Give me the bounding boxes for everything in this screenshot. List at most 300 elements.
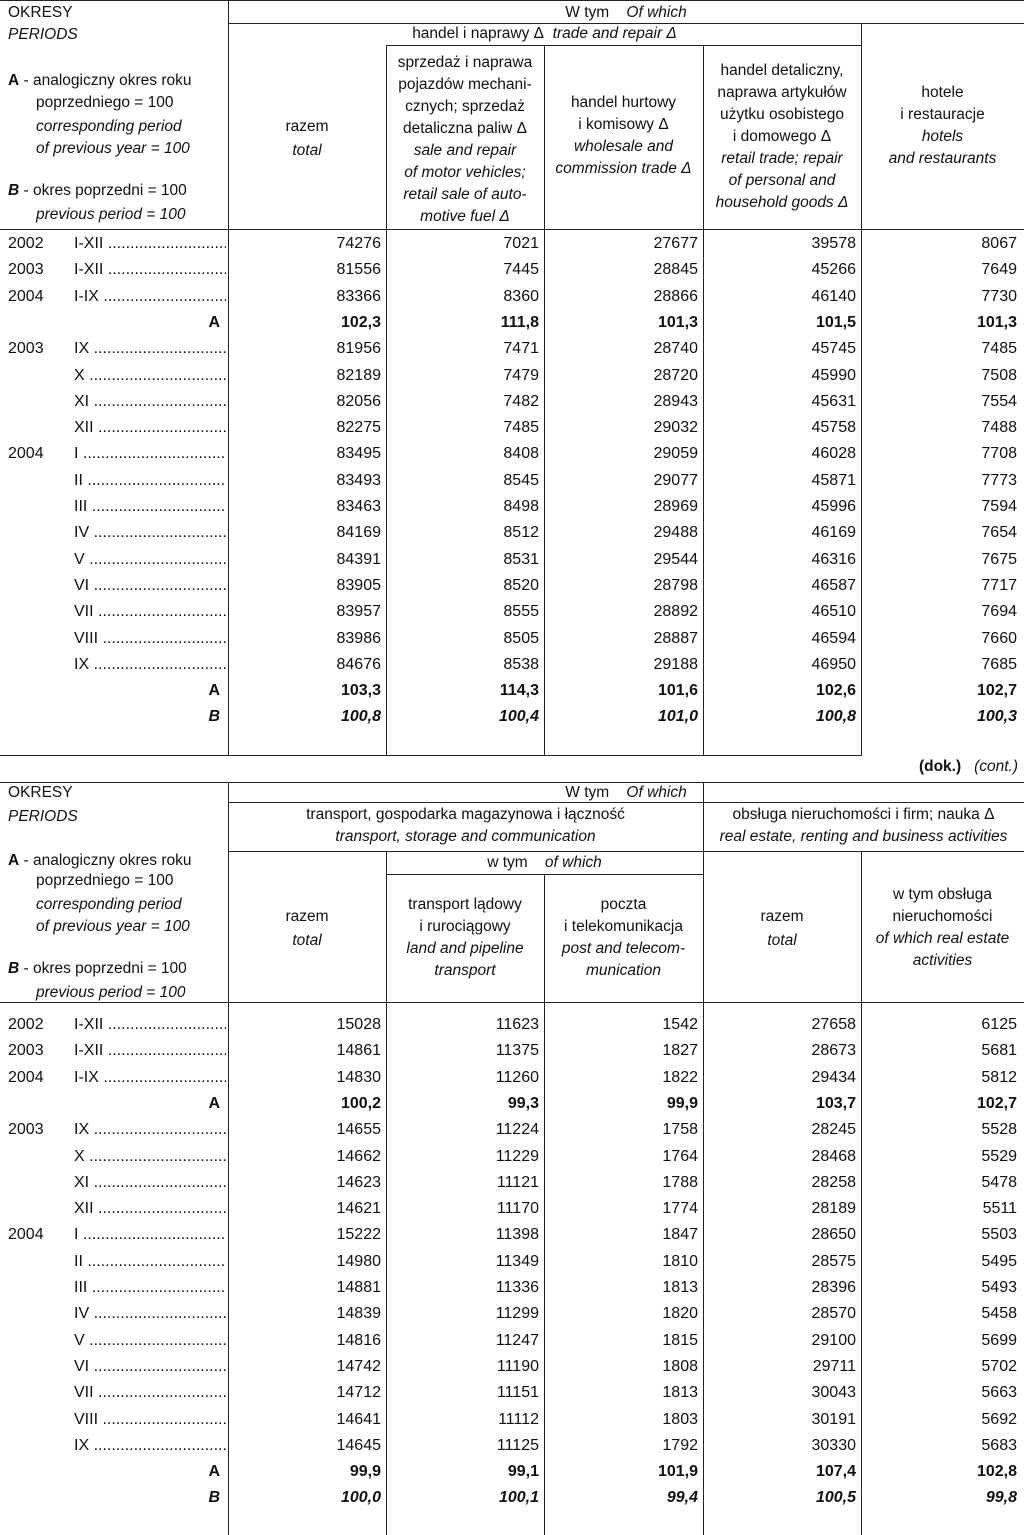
table-cell: 1822	[662, 1068, 698, 1086]
table-cell: 28845	[653, 261, 698, 279]
services-table	[0, 782, 1024, 1535]
table-cell: 14645	[336, 1436, 381, 1454]
table-cell: 5699	[981, 1331, 1017, 1349]
table-row	[0, 1067, 1024, 1093]
table-row	[0, 365, 1024, 391]
stub-b-pl: B - okres poprzedni = 100	[8, 960, 187, 977]
table-cell: 8498	[503, 498, 539, 515]
table-cell: 7479	[503, 366, 539, 384]
table-cell: 7654	[981, 524, 1017, 542]
table-cell: 11121	[496, 1173, 539, 1191]
table-cell: 101,3	[976, 313, 1017, 331]
table-cell: 45996	[811, 498, 856, 515]
table-cell: 7482	[503, 392, 539, 410]
table-cell: 28969	[653, 498, 698, 515]
table-cell: 1820	[662, 1305, 698, 1323]
row-year: 2004	[8, 445, 44, 463]
table-cell: 7508	[981, 366, 1017, 384]
table-cell: 29544	[653, 550, 698, 568]
table-cell: 83495	[336, 445, 381, 463]
table-cell: 28673	[811, 1042, 856, 1060]
table-row	[0, 1330, 1024, 1356]
table-cell: 46950	[811, 655, 856, 673]
table-cell: 100,0	[340, 1489, 381, 1507]
table-cell: 81556	[336, 261, 381, 279]
table-cell: 11623	[495, 1016, 539, 1033]
table-cell: 101,3	[657, 313, 698, 331]
table-cell: 102,7	[976, 682, 1017, 700]
table-cell: 100,5	[815, 1489, 856, 1507]
row-period: VII .....	[74, 603, 226, 621]
table-cell: 7488	[981, 419, 1017, 437]
row-period: VII .....	[74, 1384, 226, 1402]
table-row	[0, 1277, 1024, 1303]
row-period: XI .....	[74, 393, 226, 411]
table-cell: 14623	[336, 1173, 381, 1191]
table-cell: 1758	[662, 1121, 698, 1139]
table-row	[0, 286, 1024, 312]
table-cell: 7649	[981, 261, 1017, 279]
table-cell: 5495	[981, 1252, 1017, 1270]
table-cell: 46510	[811, 603, 856, 621]
table-cell: 46316	[811, 550, 856, 568]
continuation-note: (dok.) (cont.)	[918, 758, 1018, 775]
row-index-marker: A	[208, 313, 220, 331]
table-cell: 8360	[503, 287, 539, 305]
table-cell: 83957	[336, 603, 381, 621]
table-cell: 11375	[495, 1042, 539, 1060]
table-cell: 28468	[811, 1147, 856, 1165]
table-cell: 7021	[503, 235, 539, 252]
table-cell: 14662	[336, 1147, 381, 1165]
table-cell: 82056	[336, 392, 381, 410]
table-row	[0, 706, 1024, 732]
row-period: IX .....	[74, 656, 226, 674]
table-cell: 11224	[495, 1121, 539, 1139]
table-cell: 1827	[662, 1042, 698, 1060]
stub-a-en-1: corresponding period	[36, 118, 182, 135]
table-cell: 8555	[503, 603, 539, 621]
table-cell: 11151	[496, 1384, 539, 1402]
row-period: X .....	[74, 1148, 226, 1166]
table-cell: 28740	[653, 340, 698, 358]
table-row	[0, 496, 1024, 522]
row-year: 2003	[8, 340, 44, 358]
table-cell: 102,6	[815, 682, 856, 700]
table-cell: 7730	[981, 287, 1017, 305]
table-row	[0, 654, 1024, 680]
table-cell: 5478	[981, 1173, 1017, 1191]
table-cell: 100,8	[340, 708, 381, 726]
table-row	[0, 1093, 1024, 1119]
table-cell: 5681	[981, 1042, 1017, 1060]
row-period: VIII .....	[74, 1411, 226, 1429]
table-cell: 1788	[662, 1173, 698, 1191]
table-cell: 7675	[981, 550, 1017, 568]
table-cell: 8538	[503, 655, 539, 673]
stub-a-pl: A - analogiczny okres roku	[8, 852, 192, 869]
table-row	[0, 1014, 1024, 1040]
stub-b-en: previous period = 100	[36, 984, 186, 1001]
table-cell: 7708	[981, 445, 1017, 463]
row-index-marker: B	[208, 1489, 220, 1507]
row-year: 2004	[8, 1068, 44, 1086]
table-cell: 46028	[811, 445, 856, 463]
table-row	[0, 575, 1024, 601]
row-period: XII .....	[74, 419, 226, 437]
table-row	[0, 1487, 1024, 1513]
table-row	[0, 522, 1024, 548]
table-cell: 1803	[662, 1410, 698, 1428]
of-which-header: W tym Of which	[565, 784, 687, 801]
row-period: I-XII .....	[74, 261, 226, 279]
table-cell: 45871	[811, 471, 856, 489]
table-row	[0, 470, 1024, 496]
table-cell: 7694	[981, 603, 1017, 621]
table-cell: 14621	[336, 1200, 381, 1218]
col-post-header: poczta i telekomunikacja post and telecom- munication	[561, 896, 686, 979]
table-cell: 1764	[662, 1147, 698, 1165]
row-period: VIII .....	[74, 630, 226, 648]
table-cell: 46594	[811, 629, 856, 647]
table-cell: 100,8	[815, 708, 856, 726]
table-cell: 28396	[811, 1279, 856, 1296]
row-index-marker: A	[208, 1094, 220, 1112]
row-period: I-IX .....	[74, 1069, 226, 1087]
table-cell: 7773	[981, 471, 1017, 489]
table-cell: 28258	[811, 1173, 856, 1191]
row-period: IX .....	[74, 1121, 226, 1139]
table-cell: 84676	[336, 655, 381, 673]
row-period: I-XII .....	[74, 1042, 226, 1060]
table-cell: 11398	[495, 1226, 539, 1244]
table-cell: 28866	[653, 287, 698, 305]
table-row	[0, 1146, 1024, 1172]
table-cell: 101,6	[657, 682, 698, 700]
table-cell: 11170	[496, 1200, 539, 1218]
table-cell: 102,3	[340, 313, 381, 331]
col-motor-header: sprzedaż i naprawa pojazdów mechani- cznych; sprzedaż detaliczna paliw Δ sale and repair of motor vehicles; retail sale of auto- motive fuel Δ	[397, 54, 533, 225]
col-wholesale-header: handel hurtowy i komisowy Δ wholesale and commission trade Δ	[555, 94, 692, 177]
table-row	[0, 391, 1024, 417]
row-period: III .....	[74, 1279, 226, 1297]
table-cell: 99,3	[507, 1094, 539, 1112]
table-cell: 29711	[812, 1357, 856, 1375]
table-cell: 100,1	[498, 1489, 539, 1507]
table-cell: 103,3	[340, 682, 381, 700]
table-row	[0, 443, 1024, 469]
table-cell: 14742	[336, 1357, 381, 1375]
table-cell: 14839	[336, 1305, 381, 1323]
table-cell: 5511	[982, 1200, 1017, 1218]
table-cell: 28575	[811, 1252, 856, 1270]
table-cell: 11260	[495, 1068, 539, 1086]
table-cell: 5702	[981, 1357, 1017, 1375]
row-period: II .....	[74, 472, 226, 490]
row-period: III .....	[74, 498, 226, 516]
table-cell: 1542	[662, 1016, 698, 1033]
table-cell: 30043	[811, 1384, 856, 1402]
table-cell: 11190	[496, 1357, 539, 1375]
row-year: 2002	[8, 1016, 44, 1033]
table-cell: 46140	[811, 287, 856, 305]
stub-b-en: previous period = 100	[36, 206, 186, 223]
table-row	[0, 628, 1024, 654]
row-index-marker: A	[208, 682, 220, 700]
table-cell: 28892	[653, 603, 698, 621]
table-cell: 30191	[811, 1410, 856, 1428]
table-cell: 5503	[981, 1226, 1017, 1244]
table-cell: 1808	[662, 1357, 698, 1375]
trade-repair-header: handel i naprawy Δ trade and repair Δ	[412, 25, 677, 42]
table-cell: 7445	[503, 261, 539, 279]
table-cell: 27677	[653, 235, 698, 252]
table-row	[0, 1382, 1024, 1408]
table-cell: 11247	[495, 1331, 539, 1349]
row-period: I-XII .....	[74, 235, 226, 253]
table-cell: 5812	[981, 1068, 1017, 1086]
table-cell: 5529	[981, 1147, 1017, 1165]
table-cell: 8520	[503, 576, 539, 594]
table-cell: 7554	[981, 392, 1017, 410]
row-period: V .....	[74, 551, 226, 569]
table-cell: 74276	[336, 235, 381, 252]
table-cell: 99,1	[507, 1463, 539, 1481]
table-cell: 28245	[811, 1121, 856, 1139]
table-cell: 84391	[336, 550, 381, 568]
table-row	[0, 680, 1024, 706]
table-cell: 100,3	[976, 708, 1017, 726]
table-cell: 1813	[662, 1384, 698, 1402]
table-cell: 5458	[981, 1305, 1017, 1323]
col-retail-header: handel detaliczny, naprawa artykułów użytku osobistego i domowego Δ retail trade; repair of personal and household goods Δ	[715, 62, 849, 211]
table-cell: 7471	[503, 340, 539, 358]
row-year: 2002	[8, 235, 44, 252]
table-cell: 1813	[662, 1279, 698, 1296]
row-year: 2003	[8, 261, 44, 279]
row-year: 2004	[8, 1226, 44, 1244]
table-row	[0, 417, 1024, 443]
table-cell: 29059	[653, 445, 698, 463]
table-cell: 1847	[662, 1226, 698, 1244]
transport-of-which-header: w tym of which	[487, 854, 602, 871]
table-cell: 7485	[503, 419, 539, 437]
table-row	[0, 233, 1024, 259]
table-cell: 5528	[981, 1121, 1017, 1139]
table-cell: 7485	[981, 340, 1017, 358]
table-cell: 29100	[811, 1331, 856, 1349]
table-row	[0, 1461, 1024, 1487]
table-cell: 46169	[811, 524, 856, 542]
table-cell: 29434	[811, 1068, 856, 1086]
table-cell: 11336	[495, 1279, 539, 1296]
table-cell: 100,4	[498, 708, 539, 726]
stub-periods-pl: OKRESY	[8, 784, 73, 801]
row-year: 2003	[8, 1042, 44, 1060]
table-cell: 7660	[981, 629, 1017, 647]
table-cell: 6125	[981, 1016, 1017, 1033]
row-index-marker: B	[208, 708, 220, 726]
table-cell: 29077	[653, 471, 698, 489]
table-cell: 1815	[662, 1331, 698, 1349]
stub-a-en-1: corresponding period	[36, 896, 182, 913]
table-cell: 99,9	[666, 1094, 698, 1112]
table-cell: 99,9	[349, 1463, 381, 1481]
table-cell: 14712	[336, 1384, 381, 1402]
table-cell: 81956	[336, 340, 381, 358]
table-cell: 11229	[495, 1147, 539, 1165]
table-cell: 83463	[336, 498, 381, 515]
table-cell: 14861	[336, 1042, 381, 1060]
col-total-pl: razem	[285, 908, 329, 925]
table-cell: 28650	[811, 1226, 856, 1244]
table-row	[0, 1172, 1024, 1198]
table-row	[0, 1356, 1024, 1382]
table-cell: 29188	[653, 655, 698, 673]
table-cell: 99,8	[985, 1489, 1017, 1507]
table-cell: 84169	[336, 524, 381, 542]
table-row	[0, 259, 1024, 285]
table-cell: 14881	[336, 1279, 381, 1296]
table-cell: 39578	[811, 235, 856, 252]
col-total-en: total	[292, 142, 322, 159]
table-cell: 82189	[336, 366, 381, 384]
stub-periods-en: PERIODS	[8, 808, 78, 825]
table-cell: 14830	[336, 1068, 381, 1086]
row-period: X .....	[74, 367, 226, 385]
row-year: 2003	[8, 1121, 44, 1139]
table-cell: 28570	[811, 1305, 856, 1323]
table-cell: 102,8	[976, 1463, 1017, 1481]
table-row	[0, 1435, 1024, 1461]
row-period: XII .....	[74, 1200, 226, 1218]
col-re-total-en: total	[767, 932, 797, 949]
table-cell: 8545	[503, 471, 539, 489]
real-estate-header: obsługa nieruchomości i firm; nauka Δ real estate, renting and business activities	[719, 806, 1008, 845]
table-cell: 28943	[653, 392, 698, 410]
transport-header: transport, gospodarka magazynowa i łączność transport, storage and communication	[306, 806, 625, 845]
table-cell: 82275	[336, 419, 381, 437]
table-cell: 11112	[498, 1410, 539, 1428]
table-cell: 1774	[662, 1200, 698, 1218]
table-cell: 11349	[495, 1252, 539, 1270]
stub-a-pl-2: poprzedniego = 100	[36, 872, 174, 889]
table-cell: 8531	[503, 550, 539, 568]
table-cell: 8408	[503, 445, 539, 463]
table-cell: 5683	[981, 1436, 1017, 1454]
table-row	[0, 601, 1024, 627]
of-which-header: W tym Of which	[565, 4, 687, 21]
table-cell: 101,9	[657, 1463, 698, 1481]
table-row	[0, 1119, 1024, 1145]
table-row	[0, 1251, 1024, 1277]
table-cell: 14655	[336, 1121, 381, 1139]
table-cell: 99,4	[666, 1489, 698, 1507]
table-cell: 11299	[495, 1305, 539, 1323]
col-total-pl: razem	[285, 118, 329, 135]
row-period: I .....	[74, 1226, 226, 1244]
row-period: VI .....	[74, 577, 226, 595]
table-cell: 100,2	[340, 1094, 381, 1112]
row-period: VI .....	[74, 1358, 226, 1376]
row-period: IX .....	[74, 340, 226, 358]
table-cell: 14816	[336, 1331, 381, 1349]
table-cell: 7717	[981, 576, 1017, 594]
stub-periods-pl: OKRESY	[8, 4, 73, 21]
table-cell: 111,8	[500, 313, 539, 331]
table-cell: 114,3	[499, 682, 539, 700]
row-period: IV .....	[74, 1305, 226, 1323]
col-land-transport-header: transport lądowy i rurociągowy land and pipeline transport	[406, 896, 524, 979]
row-index-marker: A	[208, 1463, 220, 1481]
table-cell: 14641	[336, 1410, 381, 1428]
table-cell: 45758	[811, 419, 856, 437]
row-period: I-XII .....	[74, 1016, 226, 1034]
row-period: II .....	[74, 1253, 226, 1271]
table-cell: 28887	[653, 629, 698, 647]
table-cell: 30330	[811, 1436, 856, 1454]
stub-a-en-2: of previous year = 100	[36, 918, 190, 935]
table-row	[0, 1409, 1024, 1435]
table-cell: 27658	[811, 1016, 856, 1033]
row-period: V .....	[74, 1332, 226, 1350]
table-cell: 5663	[981, 1384, 1017, 1402]
table-cell: 45990	[811, 366, 856, 384]
table-cell: 1792	[662, 1436, 698, 1454]
table-cell: 28720	[653, 366, 698, 384]
col-real-estate-header: w tym obsługa nieruchomości of which real estate activities	[875, 886, 1010, 969]
table-cell: 11125	[496, 1436, 539, 1454]
stub-b-pl: B - okres poprzedni = 100	[8, 182, 187, 199]
table-cell: 28798	[653, 576, 698, 594]
table-cell: 8505	[503, 629, 539, 647]
row-period: IV .....	[74, 524, 226, 542]
table-cell: 103,7	[815, 1094, 856, 1112]
row-period: XI .....	[74, 1174, 226, 1192]
table-cell: 28189	[811, 1200, 856, 1218]
row-period: I .....	[74, 445, 226, 463]
stub-a-en-2: of previous year = 100	[36, 140, 190, 157]
table-cell: 107,4	[815, 1463, 856, 1481]
table-cell: 101,5	[815, 313, 856, 331]
table-cell: 83493	[336, 471, 381, 489]
table-cell: 14980	[336, 1252, 381, 1270]
table-cell: 7685	[981, 655, 1017, 673]
table-cell: 83366	[336, 287, 381, 305]
stub-a-pl: A - analogiczny okres roku	[8, 72, 192, 89]
table-cell: 83905	[336, 576, 381, 594]
table-cell: 45631	[811, 392, 856, 410]
table-cell: 8067	[981, 235, 1017, 252]
table-row	[0, 1224, 1024, 1250]
table-cell: 46587	[811, 576, 856, 594]
table-cell: 1810	[662, 1252, 698, 1270]
table-row	[0, 549, 1024, 575]
col-re-total-pl: razem	[760, 908, 804, 925]
stub-periods-en: PERIODS	[8, 26, 78, 43]
table-cell: 8512	[503, 524, 539, 542]
col-hotels-header: hotele i restauracje hotels and restaurants	[888, 84, 997, 167]
table-row	[0, 1198, 1024, 1224]
row-period: IX .....	[74, 1437, 226, 1455]
table-cell: 5493	[981, 1279, 1017, 1296]
table-cell: 5692	[981, 1410, 1017, 1428]
table-cell: 45745	[811, 340, 856, 358]
table-cell: 29032	[653, 419, 698, 437]
table-cell: 29488	[653, 524, 698, 542]
table-cell: 83986	[336, 629, 381, 647]
col-total-en: total	[292, 932, 322, 949]
